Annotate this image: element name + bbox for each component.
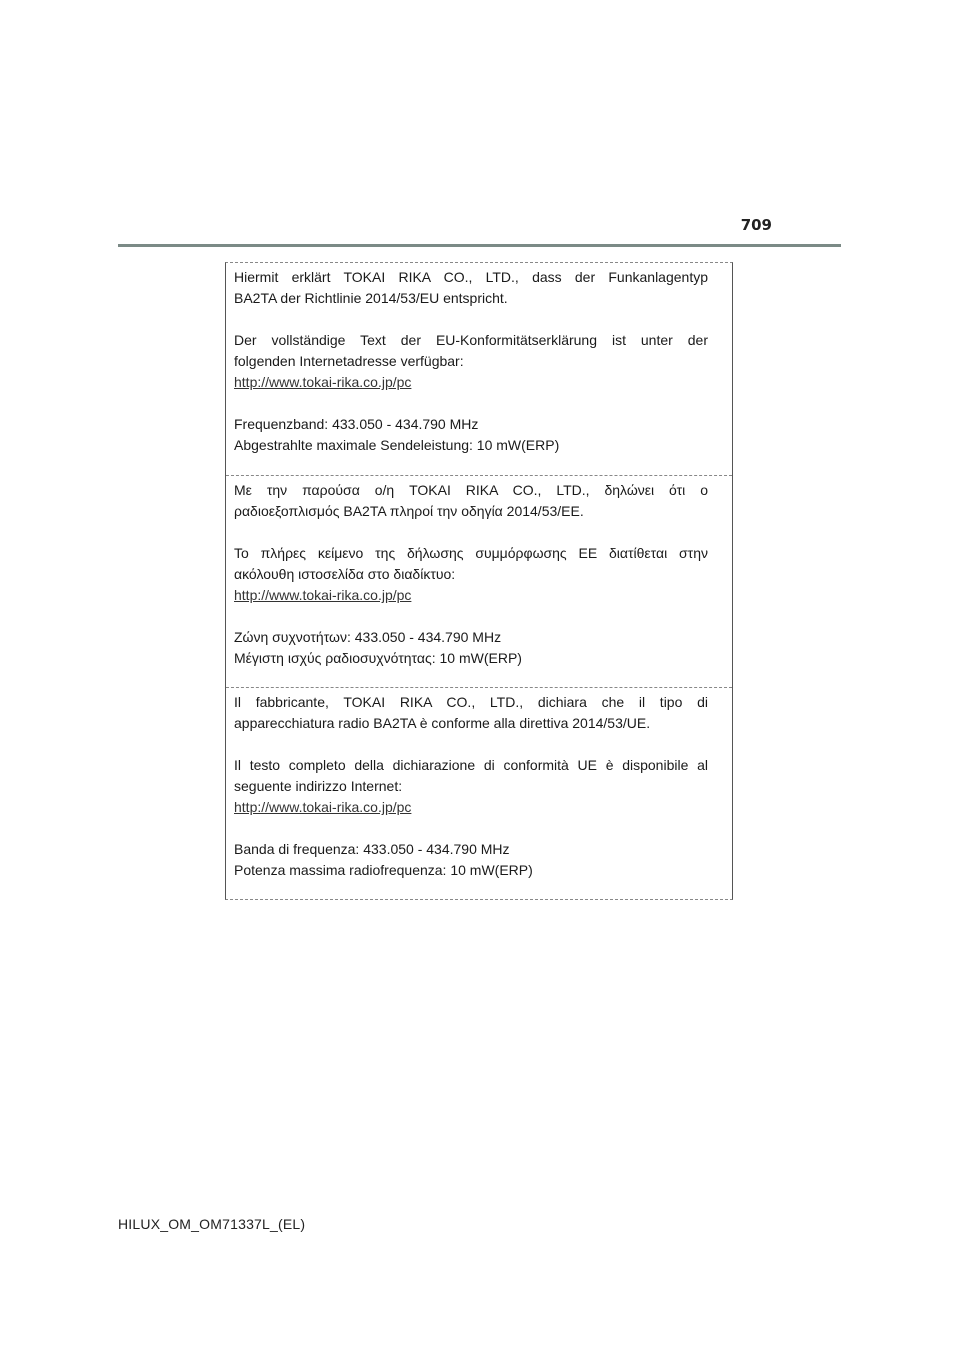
frequency-band: Frequenzband: 433.050 - 434.790 MHz <box>234 416 479 432</box>
page-number: 709 <box>740 216 772 234</box>
declaration-line: apparecchiatura radio BA2TA è conforme alla direttiva 2014/53/UE. <box>234 715 651 731</box>
declaration-box <box>225 262 733 900</box>
spec-text <box>234 839 708 881</box>
declaration-text <box>234 480 708 522</box>
max-power: Potenza massima radiofrequenza: 10 mW(ERP) <box>234 862 533 878</box>
max-power: Abgestrahlte maximale Sendeleistung: 10 mW(ERP) <box>234 437 560 453</box>
declaration-url-link[interactable]: http://www.tokai-rika.co.jp/pc <box>234 799 412 815</box>
declaration-line: ραδιοεξοπλισμός BA2TA πληροί την οδηγία 2014/53/ΕΕ. <box>234 503 584 519</box>
declaration-section-german <box>226 263 732 475</box>
spec-text <box>234 627 708 669</box>
frequency-band: Ζώνη συχνοτήτων: 433.050 - 434.790 MHz <box>234 629 502 645</box>
declaration-url-link[interactable]: http://www.tokai-rika.co.jp/pc <box>234 374 412 390</box>
availability-line: seguente indirizzo Internet: <box>234 778 403 794</box>
declaration-line: Hiermit erklärt TOKAI RIKA CO., LTD., dass der Funkanlagentyp <box>234 269 708 285</box>
header-rule <box>118 244 841 247</box>
declaration-section-italian <box>226 687 732 899</box>
max-power: Μέγιστη ισχύς ραδιοσυχνότητας: 10 mW(ERP) <box>234 650 522 666</box>
declaration-line: Με την παρούσα ο/η TOKAI RIKA CO., LTD., δηλώνει ότι ο <box>234 482 708 498</box>
availability-line: folgenden Internetadresse verfügbar: <box>234 353 464 369</box>
availability-text <box>234 543 708 585</box>
declaration-section-greek <box>226 475 732 687</box>
declaration-text <box>234 267 708 309</box>
availability-line: Der vollständige Text der EU-Konformitätserklärung ist unter der <box>234 332 708 348</box>
availability-text <box>234 755 708 797</box>
declaration-url-link[interactable]: http://www.tokai-rika.co.jp/pc <box>234 587 412 603</box>
availability-line: Το πλήρες κείμενο της δήλωσης συμμόρφωσης ΕΕ διατίθεται στην <box>234 545 708 561</box>
availability-text <box>234 330 708 372</box>
availability-line: Il testo completo della dichiarazione di conformità UE è disponibile al <box>234 757 708 773</box>
document-footer-code: HILUX_OM_OM71337L_(EL) <box>118 1216 306 1232</box>
frequency-band: Banda di frequenza: 433.050 - 434.790 MHz <box>234 841 510 857</box>
declaration-text <box>234 692 708 734</box>
spec-text <box>234 414 708 456</box>
declaration-line: BA2TA der Richtlinie 2014/53/EU entspricht. <box>234 290 508 306</box>
availability-line: ακόλουθη ιστοσελίδα στο διαδίκτυο: <box>234 566 456 582</box>
declaration-line: Il fabbricante, TOKAI RIKA CO., LTD., dichiara che il tipo di <box>234 694 708 710</box>
